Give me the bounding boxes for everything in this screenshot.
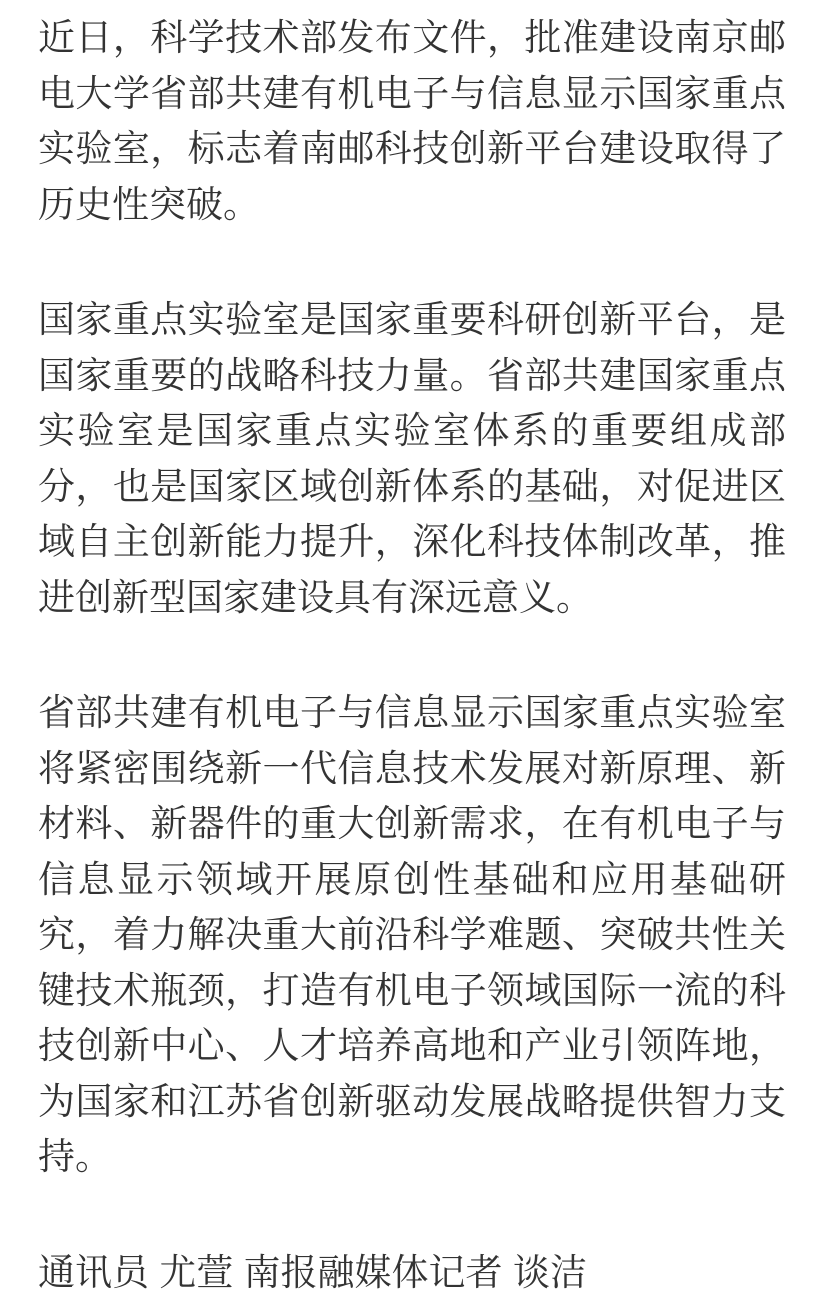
article-paragraph: 省部共建有机电子与信息显示国家重点实验室将紧密围绕新一代信息技术发展对新原理、新材料、新器件的重大创新需求，在有机电子与信息显示领域开展原创性基础和应用基础研究，着力解决重大前沿科学难题、突破共性关键技术瓶颈，打造有机电子领域国际一流的科技创新中心、人才培养高地和产业引领阵地，为国家和江苏省创新驱动发展战略提供智力支持。 (38, 692, 786, 1177)
article-paragraph: 国家重点实验室是国家重要科研创新平台，是国家重要的战略科技力量。省部共建国家重点实验室是国家重点实验室体系的重要组成部分，也是国家区域创新体系的基础，对促进区域自主创新能力提升，深化科技体制改革，推进创新型国家建设具有深远意义。 (38, 299, 786, 618)
article-byline: 通讯员 尤萱 南报融媒体记者 谈洁 (38, 1251, 587, 1293)
article-paragraph: 近日，科学技术部发布文件，批准建设南京邮电大学省部共建有机电子与信息显示国家重点实验室，标志着南邮科技创新平台建设取得了历史性突破。 (38, 17, 786, 225)
